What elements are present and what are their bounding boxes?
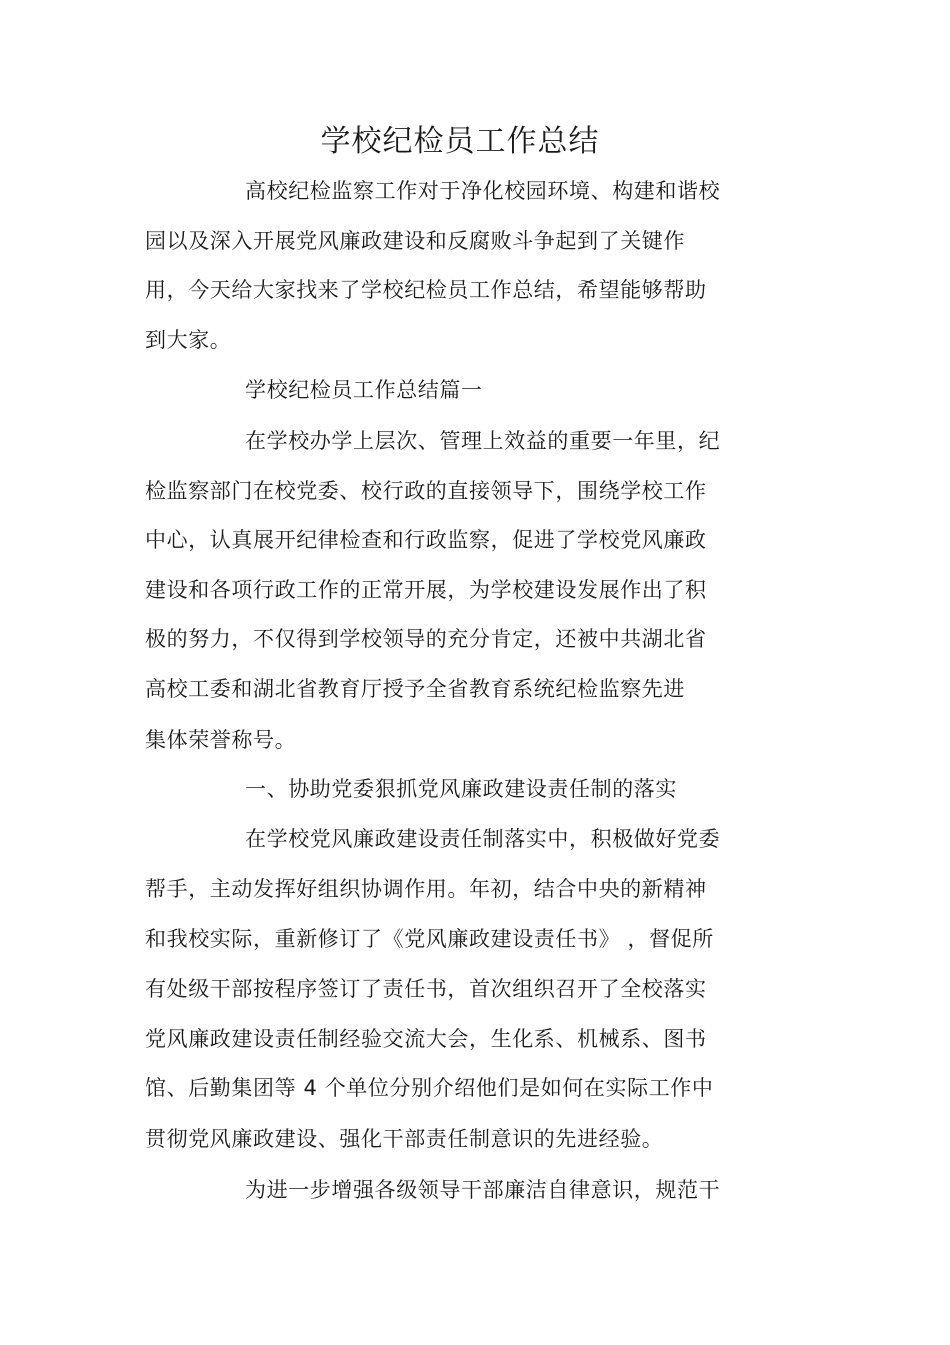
section-heading: 一、协助党委狠抓党风廉政建设责任制的落实 bbox=[245, 777, 677, 801]
section-heading: 学校纪检员工作总结篇一 bbox=[245, 378, 483, 402]
text-line: 党风廉政建设责任制经验交流大会，生化系、机械系、图书 bbox=[145, 1027, 707, 1051]
text-line: 到大家。 bbox=[145, 328, 232, 352]
text-line: 在学校党风廉政建设责任制落实中，积极做好党委 bbox=[245, 827, 721, 851]
document-title: 学校纪检员工作总结 bbox=[320, 124, 600, 159]
text-line: 高校工委和湖北省教育厅授予全省教育系统纪检监察先进 bbox=[145, 677, 685, 701]
text-line: 贯彻党风廉政建设、强化干部责任制意识的先进经验。 bbox=[145, 1127, 664, 1151]
text-line: 集体荣誉称号。 bbox=[145, 728, 297, 752]
text-line: 有处级干部按程序签订了责任书，首次组织召开了全校落实 bbox=[145, 977, 707, 1001]
text-line: 检监察部门在校党委、校行政的直接领导下，围绕学校工作 bbox=[145, 479, 707, 503]
text-line: 和我校实际，重新修订了《党风廉政建设责任书》 ，督促所 bbox=[145, 927, 714, 951]
text-line: 中心，认真展开纪律检查和行政监察，促进了学校党风廉政 bbox=[145, 528, 707, 552]
text-line: 园以及深入开展党风廉政建设和反腐败斗争起到了关键作 bbox=[145, 229, 685, 253]
text-line: 馆、后勤集团等 4 个单位分别介绍他们是如何在实际工作中 bbox=[145, 1076, 714, 1100]
text-line: 为进一步增强各级领导干部廉洁自律意识，规范干 bbox=[245, 1178, 721, 1202]
text-line: 建设和各项行政工作的正常开展，为学校建设发展作出了积 bbox=[145, 578, 707, 602]
text-line: 用，今天给大家找来了学校纪检员工作总结，希望能够帮助 bbox=[145, 278, 707, 302]
text-line: 帮手，主动发挥好组织协调作用。年初，结合中央的新精神 bbox=[145, 877, 707, 901]
text-line: 在学校办学上层次、管理上效益的重要一年里，纪 bbox=[245, 429, 721, 453]
text-line: 极的努力，不仅得到学校领导的充分肯定，还被中共湖北省 bbox=[145, 627, 707, 651]
text-line: 高校纪检监察工作对于净化校园环境、构建和谐校 bbox=[245, 179, 721, 203]
